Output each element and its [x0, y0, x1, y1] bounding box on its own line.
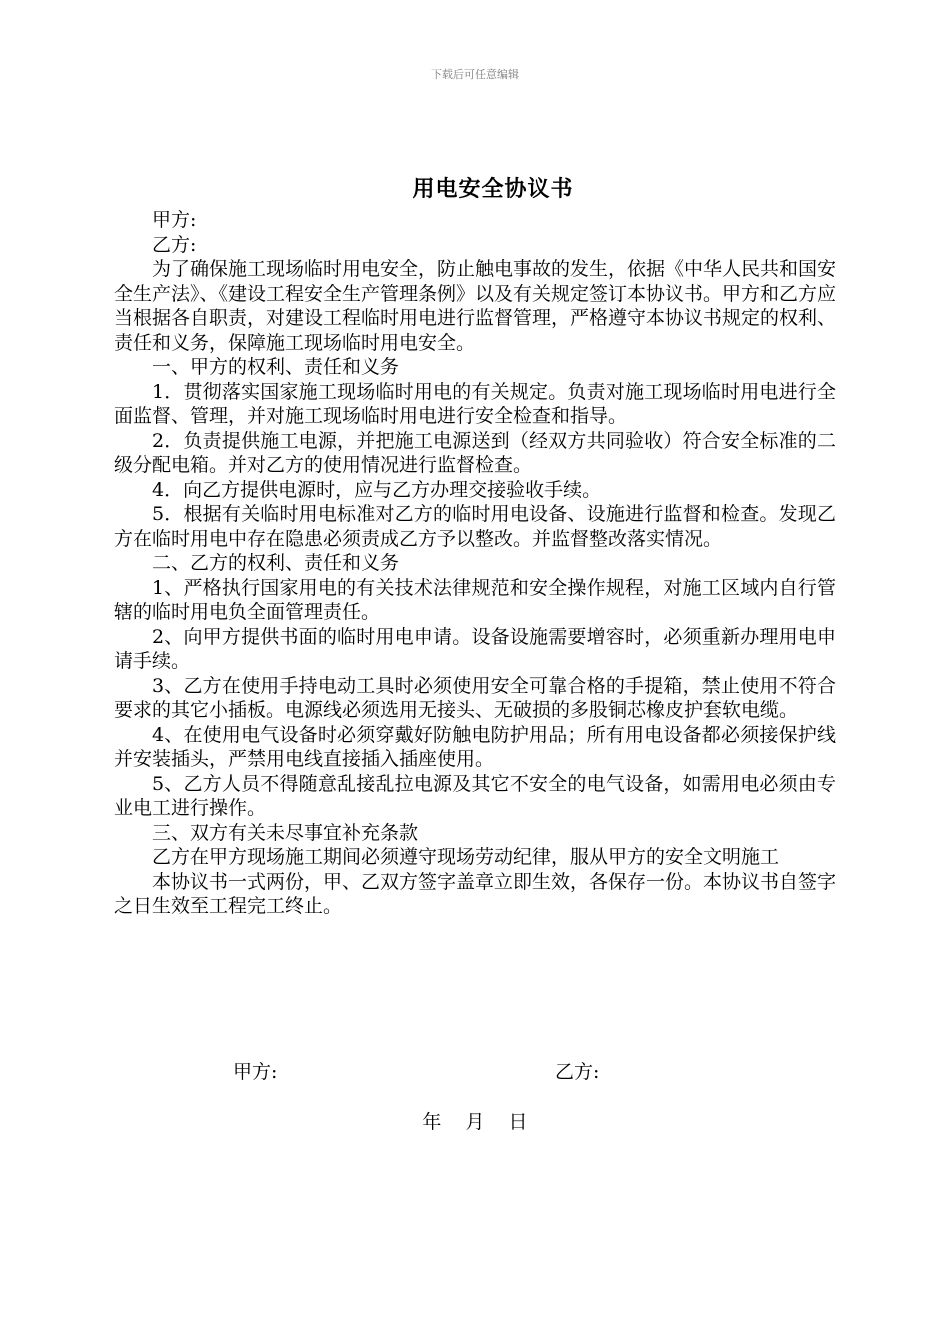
intro-paragraph: 为了确保施工现场临时用电安全，防止触电事故的发生，依据《中华人民共和国安全生产法》、《建设工程安全生产管理条例》以及有关规定签订本协议书。甲方和乙方应当根据各自职责，对建设工程临时用电进行监督管理，严格遵守本协议书规定的权利、责任和义务，保障施工现场临时用电安全。	[114, 258, 837, 354]
date-day: 日	[508, 1111, 528, 1133]
document-title: 用电安全协议书	[412, 177, 574, 202]
section-heading-party-a: 一、甲方的权利、责任和义务	[152, 356, 400, 378]
party-b-clause-5: 5、乙方人员不得随意乱接乱拉电源及其它不安全的电气设备，如需用电必须由专业电工进行操作。	[114, 772, 836, 819]
party-b-clause-1: 1、严格执行国家用电的有关技术法律规范和安全操作规程，对施工区域内自行管辖的临时用电负全面管理责任。	[114, 576, 836, 623]
signature-party-b: 乙方:	[555, 1061, 600, 1083]
section-heading-party-b: 二、乙方的权利、责任和义务	[152, 552, 400, 574]
signature-party-a: 甲方:	[233, 1061, 278, 1083]
party-b-clause-3: 3、乙方在使用手持电动工具时必须使用安全可靠合格的手提箱，禁止使用不符合要求的其它小插板。电源线必须选用无接头、无破损的多股铜芯橡皮护套软电缆。	[114, 674, 836, 721]
party-a-clause-5: 5．根据有关临时用电标准对乙方的临时用电设备、设施进行监督和检查。发现乙方在临时用电中存在隐患必须责成乙方予以整改。并监督整改落实情况。	[114, 503, 836, 550]
page-header-note: 下载后可任意编辑	[431, 68, 519, 81]
date-month: 月	[465, 1111, 485, 1133]
party-a-clause-4: 4．向乙方提供电源时，应与乙方办理交接验收手续。	[152, 478, 602, 501]
party-b-clause-2: 2、向甲方提供书面的临时用电申请。设备设施需要增容时，必须重新办理用电申请手续。	[114, 625, 836, 672]
signature-row	[0, 1057, 950, 1087]
document-body	[114, 208, 836, 919]
date-year: 年	[422, 1111, 442, 1133]
party-a-line: 甲方:	[152, 209, 197, 231]
party-b-line: 乙方:	[152, 233, 197, 256]
party-a-clause-1: 1．贯彻落实国家施工现场临时用电的有关规定。负责对施工现场临时用电进行全面监督、管理，并对施工现场临时用电进行安全检查和指导。	[114, 380, 836, 427]
party-b-clause-4: 4、在使用电气设备时必须穿戴好防触电防护用品；所有用电设备都必须接保护线并安装插头，严禁用电线直接插入插座使用。	[114, 723, 836, 770]
closing-paragraph: 本协议书一式两份，甲、乙双方签字盖章立即生效，各保存一份。本协议书自签字之日生效至工程完工终止。	[114, 870, 837, 917]
supplementary-clause: 乙方在甲方现场施工期间必须遵守现场劳动纪律，服从甲方的安全文明施工	[152, 846, 780, 868]
party-a-clause-2: 2．负责提供施工电源，并把施工电源送到（经双方共同验收）符合安全标准的二级分配电箱。并对乙方的使用情况进行监督检查。	[114, 429, 836, 476]
section-heading-supplementary: 三、双方有关未尽事宜补充条款	[152, 821, 419, 844]
signature-date	[0, 1107, 950, 1134]
